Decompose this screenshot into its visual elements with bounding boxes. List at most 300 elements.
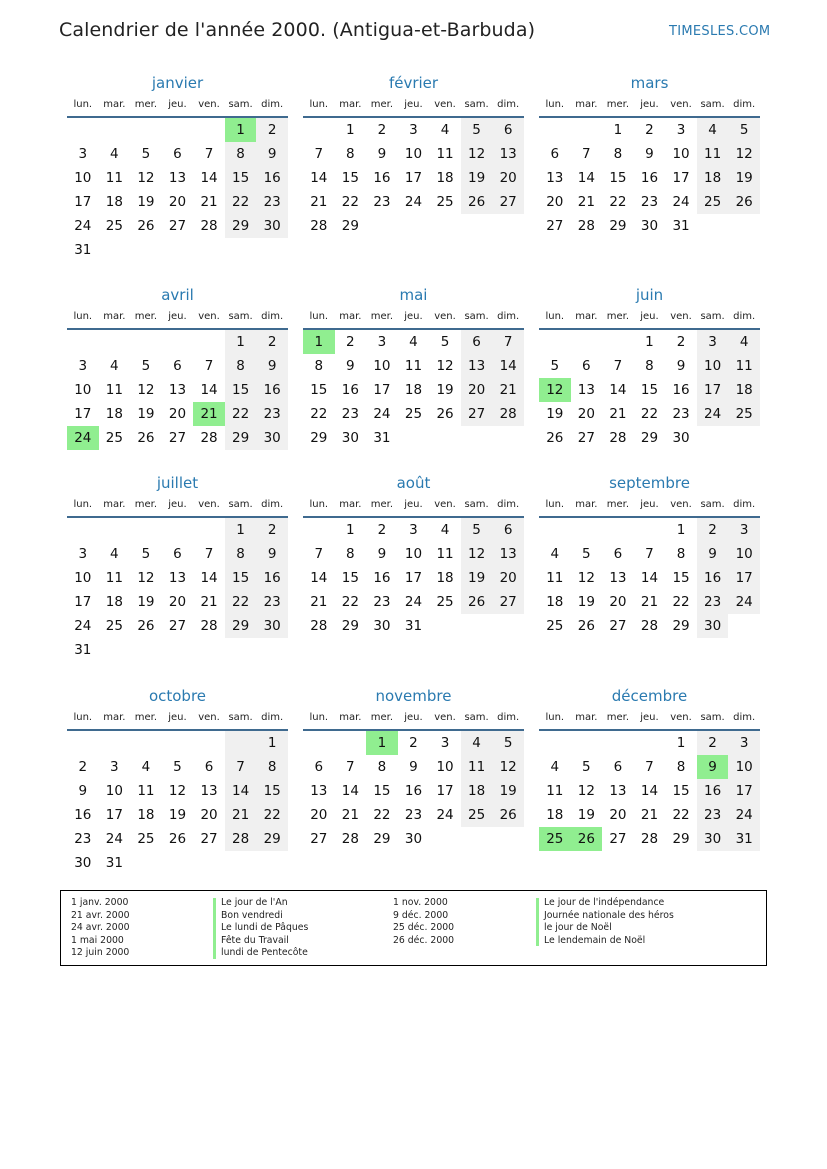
day-cell[interactable]: 27 — [310, 831, 328, 847]
day-cell[interactable]: 11 — [436, 146, 454, 162]
day-cell[interactable]: 28 — [200, 618, 218, 634]
day-cell[interactable]: 9 — [346, 358, 355, 374]
day-cell[interactable]: 5 — [461, 518, 493, 542]
day-cell[interactable]: 28 — [225, 827, 257, 851]
day-cell[interactable]: 2 — [377, 122, 387, 138]
day-cell[interactable]: 20 — [609, 807, 627, 823]
day-cell[interactable]: 18 — [105, 194, 123, 210]
day-cell[interactable]: 24 — [373, 406, 391, 422]
day-cell[interactable]: 28 — [609, 430, 627, 446]
day-cell[interactable]: 19 — [492, 779, 524, 803]
day-cell[interactable]: 18 — [436, 570, 454, 586]
day-cell[interactable]: 19 — [137, 406, 155, 422]
day-cell[interactable]: 10 — [74, 570, 92, 586]
day-cell[interactable]: 21 — [200, 194, 218, 210]
day-cell[interactable]: 12 — [436, 358, 454, 374]
day-cell[interactable]: 21 — [310, 594, 328, 610]
day-cell[interactable]: 6 — [173, 546, 182, 562]
day-cell[interactable]: 6 — [613, 546, 623, 562]
day-cell[interactable]: 11 — [461, 755, 493, 779]
day-cell[interactable]: 13 — [492, 142, 524, 166]
day-cell[interactable]: 6 — [613, 759, 623, 775]
day-cell[interactable]: 27 — [461, 402, 493, 426]
day-cell[interactable]: 10 — [404, 546, 423, 562]
day-cell[interactable]: 13 — [609, 783, 627, 799]
day-cell[interactable]: 25 — [436, 594, 454, 610]
day-cell[interactable]: 19 — [461, 566, 493, 590]
day-cell[interactable]: 9 — [256, 142, 288, 166]
brand-link[interactable]: TIMESLES.COM — [669, 24, 771, 39]
day-cell[interactable]: 13 — [168, 382, 187, 398]
day-cell[interactable]: 28 — [310, 218, 328, 234]
day-cell[interactable]: 23 — [341, 406, 359, 422]
day-cell[interactable]: 26 — [546, 430, 564, 446]
day-cell[interactable]: 29 — [672, 618, 690, 634]
day-cell[interactable]: 22 — [256, 803, 288, 827]
day-cell[interactable]: 7 — [314, 546, 324, 562]
day-cell[interactable]: 13 — [168, 170, 187, 186]
day-cell[interactable]: 10 — [728, 755, 760, 779]
day-cell[interactable]: 27 — [200, 831, 218, 847]
day-cell[interactable]: 22 — [225, 590, 257, 614]
day-cell[interactable]: 23 — [256, 190, 288, 214]
day-cell[interactable]: 2 — [78, 759, 88, 775]
day-cell[interactable]: 14 — [492, 354, 524, 378]
day-cell[interactable]: 8 — [314, 358, 324, 374]
day-cell[interactable]: 6 — [550, 146, 560, 162]
day-cell[interactable]: 30 — [256, 614, 288, 638]
day-cell[interactable]: 20 — [200, 807, 218, 823]
day-cell[interactable]: 18 — [404, 382, 423, 398]
day-cell[interactable]: 6 — [492, 518, 524, 542]
day-cell[interactable]: 28 — [640, 831, 659, 847]
day-cell[interactable]: 16 — [256, 378, 288, 402]
day-cell[interactable]: 13 — [461, 354, 493, 378]
day-cell[interactable]: 22 — [341, 594, 359, 610]
day-cell[interactable]: 28 — [341, 831, 359, 847]
day-cell[interactable]: 20 — [609, 594, 627, 610]
day-cell[interactable]: 2 — [645, 122, 654, 138]
day-cell[interactable]: 11 — [728, 354, 760, 378]
day-cell[interactable]: 2 — [256, 518, 288, 542]
day-cell[interactable]: 4 — [550, 546, 560, 562]
day-cell[interactable]: 27 — [168, 218, 187, 234]
day-cell[interactable]: 14 — [310, 170, 328, 186]
day-cell[interactable]: 7 — [582, 146, 591, 162]
day-cell[interactable]: 28 — [310, 618, 328, 634]
day-cell[interactable]: 2 — [697, 518, 729, 542]
day-cell[interactable]: 23 — [697, 590, 729, 614]
day-cell[interactable]: 30 — [640, 218, 659, 234]
day-cell[interactable]: 13 — [492, 542, 524, 566]
day-cell[interactable]: 26 — [436, 406, 454, 422]
day-cell[interactable]: 8 — [225, 142, 257, 166]
day-cell[interactable]: 11 — [137, 783, 155, 799]
day-cell[interactable]: 4 — [440, 122, 450, 138]
day-cell[interactable]: 16 — [697, 779, 729, 803]
day-cell[interactable]: 4 — [110, 358, 119, 374]
day-cell[interactable]: 31 — [404, 618, 423, 634]
day-cell[interactable]: 15 — [609, 170, 627, 186]
day-cell[interactable]: 14 — [640, 570, 659, 586]
day-cell[interactable]: 9 — [377, 146, 387, 162]
day-cell[interactable]: 13 — [200, 783, 218, 799]
day-cell[interactable]: 1 — [613, 122, 623, 138]
day-cell[interactable]: 25 — [436, 194, 454, 210]
day-cell[interactable]: 29 — [310, 430, 328, 446]
day-cell[interactable]: 15 — [640, 382, 659, 398]
day-cell[interactable]: 21 — [225, 803, 257, 827]
day-cell[interactable]: 17 — [436, 783, 454, 799]
day-cell[interactable]: 30 — [74, 855, 92, 871]
day-cell[interactable]: 18 — [697, 166, 729, 190]
day-cell[interactable]: 14 — [310, 570, 328, 586]
day-cell[interactable]: 27 — [546, 218, 564, 234]
day-cell[interactable]: 16 — [373, 570, 391, 586]
day-cell[interactable]: 24 — [697, 402, 729, 426]
day-cell[interactable]: 20 — [577, 406, 595, 422]
day-cell[interactable]: 21 — [341, 807, 359, 823]
day-cell[interactable]: 9 — [256, 542, 288, 566]
day-cell[interactable]: 19 — [461, 166, 493, 190]
day-cell[interactable]: 5 — [173, 759, 182, 775]
day-cell[interactable]: 17 — [74, 406, 92, 422]
day-cell[interactable]: 4 — [461, 731, 493, 755]
day-cell[interactable]: 1 — [256, 731, 288, 755]
day-cell[interactable]: 23 — [373, 194, 391, 210]
day-cell[interactable]: 24 — [74, 218, 92, 234]
day-cell[interactable]: 2 — [256, 118, 288, 142]
day-cell[interactable]: 6 — [461, 330, 493, 354]
day-cell[interactable]: 17 — [404, 570, 423, 586]
day-cell[interactable]: 21 — [200, 594, 218, 610]
day-cell[interactable]: 9 — [377, 546, 387, 562]
day-cell[interactable]: 18 — [546, 807, 564, 823]
day-cell[interactable]: 8 — [676, 759, 686, 775]
day-cell[interactable]: 14 — [200, 570, 218, 586]
day-cell[interactable]: 3 — [728, 731, 760, 755]
day-cell[interactable]: 3 — [377, 334, 387, 350]
day-cell[interactable]: 21 — [577, 194, 595, 210]
day-cell[interactable]: 19 — [577, 594, 595, 610]
day-cell[interactable]: 26 — [461, 590, 493, 614]
day-cell[interactable]: 12 — [137, 170, 155, 186]
day-cell[interactable]: 14 — [640, 783, 659, 799]
day-cell[interactable]: 3 — [697, 330, 729, 354]
day-cell[interactable]: 25 — [105, 430, 123, 446]
day-cell[interactable]: 4 — [550, 759, 560, 775]
day-cell[interactable]: 20 — [546, 194, 564, 210]
day-cell[interactable]: 8 — [613, 146, 623, 162]
day-cell[interactable]: 25 — [137, 831, 155, 847]
day-cell[interactable]: 1 — [225, 118, 257, 142]
day-cell[interactable]: 7 — [225, 755, 257, 779]
day-cell[interactable]: 22 — [225, 190, 257, 214]
day-cell[interactable]: 3 — [78, 546, 88, 562]
day-cell[interactable]: 7 — [613, 358, 623, 374]
day-cell[interactable]: 2 — [346, 334, 355, 350]
day-cell[interactable]: 6 — [173, 358, 182, 374]
day-cell[interactable]: 5 — [582, 759, 591, 775]
day-cell[interactable]: 22 — [672, 594, 690, 610]
day-cell[interactable]: 22 — [310, 406, 328, 422]
day-cell[interactable]: 24 — [404, 594, 423, 610]
day-cell[interactable]: 21 — [609, 406, 627, 422]
day-cell[interactable]: 12 — [492, 755, 524, 779]
day-cell[interactable]: 7 — [645, 759, 654, 775]
day-cell[interactable]: 29 — [609, 218, 627, 234]
day-cell[interactable]: 17 — [74, 194, 92, 210]
day-cell[interactable]: 31 — [74, 642, 92, 658]
day-cell[interactable]: 17 — [672, 170, 690, 186]
day-cell[interactable]: 4 — [110, 546, 119, 562]
day-cell[interactable]: 26 — [728, 190, 760, 214]
day-cell[interactable]: 15 — [341, 170, 359, 186]
day-cell[interactable]: 25 — [697, 190, 729, 214]
day-cell[interactable]: 7 — [204, 358, 214, 374]
day-cell[interactable]: 25 — [105, 618, 123, 634]
day-cell[interactable]: 11 — [105, 570, 123, 586]
day-cell[interactable]: 26 — [137, 618, 155, 634]
day-cell[interactable]: 12 — [168, 783, 187, 799]
day-cell[interactable]: 5 — [550, 358, 560, 374]
day-cell[interactable]: 30 — [697, 827, 729, 851]
day-cell[interactable]: 1 — [645, 334, 654, 350]
day-cell[interactable]: 24 — [436, 807, 454, 823]
day-cell[interactable]: 18 — [105, 594, 123, 610]
day-cell[interactable]: 31 — [672, 218, 690, 234]
day-cell[interactable]: 19 — [137, 194, 155, 210]
day-cell[interactable]: 8 — [256, 755, 288, 779]
day-cell[interactable]: 27 — [577, 430, 595, 446]
day-cell[interactable]: 16 — [672, 382, 690, 398]
day-cell[interactable]: 3 — [728, 518, 760, 542]
day-cell[interactable]: 23 — [373, 594, 391, 610]
day-cell[interactable]: 19 — [546, 406, 564, 422]
day-cell[interactable]: 10 — [74, 382, 92, 398]
day-cell[interactable]: 16 — [404, 783, 423, 799]
day-cell[interactable]: 9 — [78, 783, 88, 799]
day-cell[interactable]: 7 — [492, 330, 524, 354]
day-cell[interactable]: 8 — [377, 759, 387, 775]
day-cell[interactable]: 23 — [672, 406, 690, 422]
day-cell[interactable]: 24 — [105, 831, 123, 847]
day-cell[interactable]: 5 — [141, 358, 151, 374]
day-cell[interactable]: 1 — [346, 122, 355, 138]
day-cell[interactable]: 29 — [640, 430, 659, 446]
day-cell[interactable]: 20 — [492, 166, 524, 190]
day-cell[interactable]: 3 — [409, 122, 418, 138]
day-cell[interactable]: 7 — [204, 146, 214, 162]
day-cell[interactable]: 7 — [645, 546, 654, 562]
day-cell[interactable]: 30 — [256, 426, 288, 450]
day-cell[interactable]: 3 — [78, 146, 88, 162]
day-cell[interactable]: 26 — [577, 618, 595, 634]
day-cell[interactable]: 28 — [492, 402, 524, 426]
day-cell[interactable]: 5 — [141, 546, 151, 562]
day-cell[interactable]: 25 — [728, 402, 760, 426]
day-cell[interactable]: 26 — [571, 827, 603, 851]
day-cell[interactable]: 18 — [728, 378, 760, 402]
day-cell[interactable]: 15 — [373, 783, 391, 799]
day-cell[interactable]: 27 — [492, 590, 524, 614]
day-cell[interactable]: 22 — [373, 807, 391, 823]
day-cell[interactable]: 20 — [168, 594, 187, 610]
day-cell[interactable]: 27 — [609, 831, 627, 847]
day-cell[interactable]: 9 — [645, 146, 654, 162]
day-cell[interactable]: 18 — [105, 406, 123, 422]
day-cell[interactable]: 21 — [310, 194, 328, 210]
day-cell[interactable]: 23 — [256, 402, 288, 426]
day-cell[interactable]: 7 — [346, 759, 355, 775]
day-cell[interactable]: 24 — [74, 618, 92, 634]
day-cell[interactable]: 28 — [200, 218, 218, 234]
day-cell[interactable]: 23 — [640, 194, 659, 210]
day-cell[interactable]: 31 — [728, 827, 760, 851]
day-cell[interactable]: 27 — [609, 618, 627, 634]
day-cell[interactable]: 8 — [346, 146, 355, 162]
day-cell[interactable]: 27 — [492, 190, 524, 214]
day-cell[interactable]: 30 — [697, 614, 729, 638]
day-cell[interactable]: 20 — [461, 378, 493, 402]
day-cell[interactable]: 25 — [539, 827, 571, 851]
day-cell[interactable]: 2 — [697, 731, 729, 755]
day-cell[interactable]: 3 — [409, 522, 418, 538]
day-cell[interactable]: 6 — [173, 146, 182, 162]
day-cell[interactable]: 4 — [697, 118, 729, 142]
day-cell[interactable]: 8 — [225, 542, 257, 566]
day-cell[interactable]: 9 — [697, 542, 729, 566]
day-cell[interactable]: 30 — [404, 831, 423, 847]
day-cell[interactable]: 11 — [105, 170, 123, 186]
day-cell[interactable]: 16 — [341, 382, 359, 398]
day-cell[interactable]: 11 — [697, 142, 729, 166]
day-cell[interactable]: 5 — [461, 118, 493, 142]
day-cell[interactable]: 25 — [105, 218, 123, 234]
day-cell[interactable]: 19 — [436, 382, 454, 398]
day-cell[interactable]: 15 — [310, 382, 328, 398]
day-cell[interactable]: 19 — [168, 807, 187, 823]
day-cell[interactable]: 21 — [640, 807, 659, 823]
day-cell[interactable]: 10 — [373, 358, 391, 374]
day-cell[interactable]: 25 — [461, 803, 493, 827]
day-cell[interactable]: 18 — [137, 807, 155, 823]
day-cell[interactable]: 8 — [346, 546, 355, 562]
day-cell[interactable]: 30 — [672, 430, 690, 446]
day-cell[interactable]: 24 — [67, 426, 99, 450]
day-cell[interactable]: 1 — [303, 330, 335, 354]
day-cell[interactable]: 11 — [404, 358, 423, 374]
day-cell[interactable]: 11 — [546, 570, 564, 586]
day-cell[interactable]: 17 — [728, 566, 760, 590]
day-cell[interactable]: 8 — [645, 358, 654, 374]
day-cell[interactable]: 13 — [577, 382, 595, 398]
day-cell[interactable]: 10 — [436, 759, 454, 775]
day-cell[interactable]: 16 — [256, 166, 288, 190]
day-cell[interactable]: 15 — [225, 378, 257, 402]
day-cell[interactable]: 27 — [168, 618, 187, 634]
day-cell[interactable]: 23 — [256, 590, 288, 614]
day-cell[interactable]: 8 — [676, 546, 686, 562]
day-cell[interactable]: 19 — [137, 594, 155, 610]
day-cell[interactable]: 28 — [640, 618, 659, 634]
day-cell[interactable]: 26 — [492, 803, 524, 827]
day-cell[interactable]: 9 — [676, 358, 686, 374]
day-cell[interactable]: 29 — [341, 218, 359, 234]
day-cell[interactable]: 2 — [377, 522, 387, 538]
day-cell[interactable]: 10 — [697, 354, 729, 378]
day-cell[interactable]: 15 — [225, 166, 257, 190]
day-cell[interactable]: 7 — [314, 146, 324, 162]
day-cell[interactable]: 10 — [74, 170, 92, 186]
day-cell[interactable]: 26 — [168, 831, 187, 847]
day-cell[interactable]: 20 — [168, 194, 187, 210]
day-cell[interactable]: 8 — [225, 354, 257, 378]
day-cell[interactable]: 12 — [137, 382, 155, 398]
day-cell[interactable]: 1 — [225, 518, 257, 542]
day-cell[interactable]: 1 — [676, 735, 686, 751]
day-cell[interactable]: 30 — [341, 430, 359, 446]
day-cell[interactable]: 16 — [697, 566, 729, 590]
day-cell[interactable]: 29 — [256, 827, 288, 851]
day-cell[interactable]: 19 — [577, 807, 595, 823]
day-cell[interactable]: 14 — [609, 382, 627, 398]
day-cell[interactable]: 22 — [341, 194, 359, 210]
day-cell[interactable]: 15 — [341, 570, 359, 586]
day-cell[interactable]: 4 — [110, 146, 119, 162]
day-cell[interactable]: 21 — [492, 378, 524, 402]
day-cell[interactable]: 12 — [577, 783, 595, 799]
day-cell[interactable]: 16 — [256, 566, 288, 590]
day-cell[interactable]: 10 — [105, 783, 123, 799]
day-cell[interactable]: 9 — [256, 354, 288, 378]
day-cell[interactable]: 29 — [225, 214, 257, 238]
day-cell[interactable]: 10 — [404, 146, 423, 162]
day-cell[interactable]: 30 — [256, 214, 288, 238]
day-cell[interactable]: 13 — [546, 170, 564, 186]
day-cell[interactable]: 28 — [200, 430, 218, 446]
day-cell[interactable]: 3 — [78, 358, 88, 374]
day-cell[interactable]: 18 — [436, 170, 454, 186]
day-cell[interactable]: 25 — [404, 406, 423, 422]
day-cell[interactable]: 4 — [409, 334, 418, 350]
day-cell[interactable]: 10 — [672, 146, 690, 162]
day-cell[interactable]: 24 — [404, 194, 423, 210]
day-cell[interactable]: 17 — [105, 807, 123, 823]
day-cell[interactable]: 26 — [137, 218, 155, 234]
day-cell[interactable]: 9 — [697, 755, 729, 779]
day-cell[interactable]: 29 — [225, 426, 257, 450]
day-cell[interactable]: 6 — [314, 759, 324, 775]
day-cell[interactable]: 6 — [492, 118, 524, 142]
day-cell[interactable]: 17 — [728, 779, 760, 803]
day-cell[interactable]: 12 — [539, 378, 571, 402]
day-cell[interactable]: 23 — [404, 807, 423, 823]
day-cell[interactable]: 11 — [546, 783, 564, 799]
day-cell[interactable]: 13 — [168, 570, 187, 586]
day-cell[interactable]: 13 — [310, 783, 328, 799]
day-cell[interactable]: 1 — [346, 522, 355, 538]
day-cell[interactable]: 15 — [225, 566, 257, 590]
day-cell[interactable]: 14 — [341, 783, 359, 799]
day-cell[interactable]: 2 — [409, 735, 418, 751]
day-cell[interactable]: 15 — [256, 779, 288, 803]
day-cell[interactable]: 6 — [204, 759, 214, 775]
day-cell[interactable]: 7 — [204, 546, 214, 562]
day-cell[interactable]: 12 — [461, 142, 493, 166]
day-cell[interactable]: 12 — [137, 570, 155, 586]
day-cell[interactable]: 5 — [492, 731, 524, 755]
